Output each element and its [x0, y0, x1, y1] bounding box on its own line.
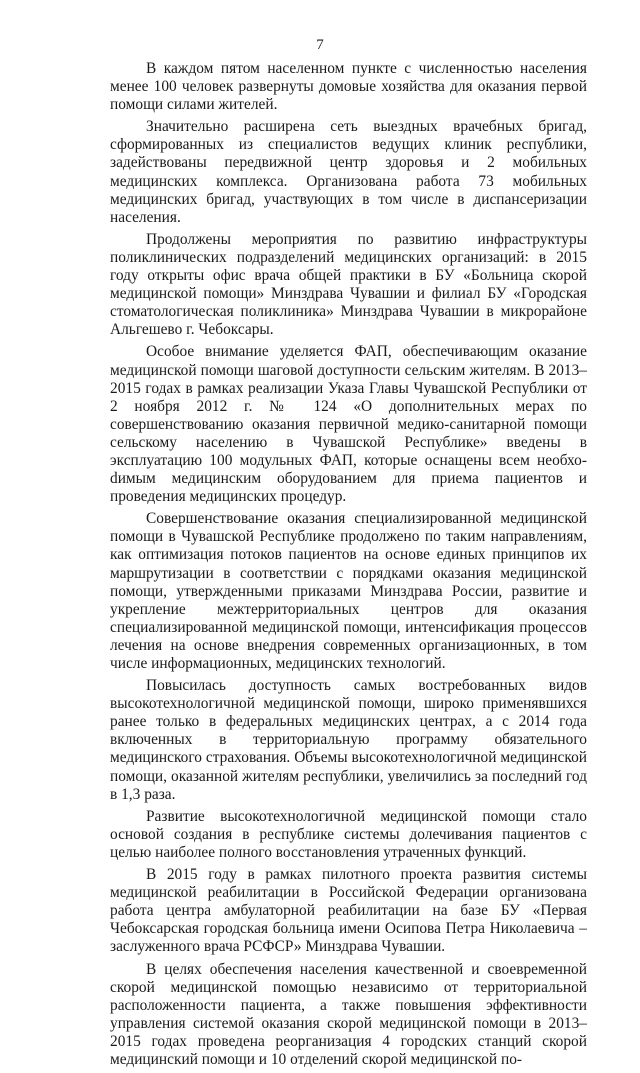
- paragraph: Особое внимание уделяется ФАП, обеспечивающим оказание медицинской помощи шаговой доступности сельским жителям. В 2013–2015 годах в рамках реализации Указа Главы Чувашской Республики от 2 ноября 2012 г. № 124 «О дополнительных мерах по совершенствованию оказания первичной медико-санитарной помощи сельскому населению в Чувашской Республике» введены в эксплуатацию 100 модульных ФАП, которые оснащены всем необхоdимым медицинским оборудованием для приема пациентов и проведения медицинских процедур.: [110, 343, 587, 506]
- paragraph: Продолжены мероприятия по развитию инфраструктуры поликлинических подразделений медицинских организаций: в 2015 году открыты офис врача общей практики в БУ «Больница скорой медицинской помощи» Минздрава Чувашии и филиал БУ «Городская стоматологическая поликлиника» Минздрава Чувашии в микрорайоне Альгешево г. Чебоксары.: [110, 230, 587, 339]
- paragraph: В целях обеспечения населения качественной и своевременной скорой медицинской помощью независимо от территориальной расположенности пациента, а также повышения эффективности управления системой оказания скорой медицинской помощи в 2013–2015 годах проведена реорганизация 4 городских станций скорой медицинский помощи и 10 отделений скорой медицинской по-: [110, 960, 587, 1068]
- paragraph: Развитие высокотехнологичной медицинской помощи стало основой создания в республике системы долечивания пациентов с целью наиболее полного восстановления утраченных функций.: [110, 807, 587, 861]
- paragraph: В 2015 году в рамках пилотного проекта развития системы медицинской реабилитации в Российской Федерации организована работа центра амбулаторной реабилитации на базе БУ «Первая Чебоксарская городская больница имени Осипова Петра Николаевича – заслуженного врача РСФСР» Минздрава Чувашии.: [110, 866, 587, 956]
- paragraph: Совершенствование оказания специализированной медицинской помощи в Чувашской Республике продолжено по таким направлениям, как оптимизация потоков пациентов на основе единых принципов их маршрутизации в соответствии с порядками оказания медицинской помощи, утвержденными приказами Минздрава России, развитие и укрепление межтерриториальных центров для оказания специализированной медицинской помощи, интенсификация процессов лечения на основе внедрения современных организационных, в том числе информационных, медицинских технологий.: [110, 510, 587, 672]
- document-body: [110, 60, 587, 1073]
- paragraph: Значительно расширена сеть выездных врачебных бригад, сформированных из специалистов ведущих клиник республики, задействованы передвижной центр здоровья и 2 мобильных медицинских комплекса. Организована работа 73 мобильных медицинских бригад, участвующих в том числе в диспансеризации населения.: [110, 118, 587, 226]
- paragraph: Повысилась доступность самых востребованных видов высокотехнологичной медицинской помощи, широко применявшихся ранее только в федеральных медицинских центрах, а с 2014 года включенных в территориальную программу обязательного медицинского страхования. Объемы высокотехнологичной медицинской помощи, оказанной жителям республики, увеличились за последний год в 1,3 раза.: [110, 677, 587, 803]
- paragraph: В каждом пятом населенном пункте с численностью населения менее 100 человек развернуты домовые хозяйства для оказания первой помощи силами жителей.: [110, 60, 587, 114]
- page-number: 7: [316, 37, 324, 53]
